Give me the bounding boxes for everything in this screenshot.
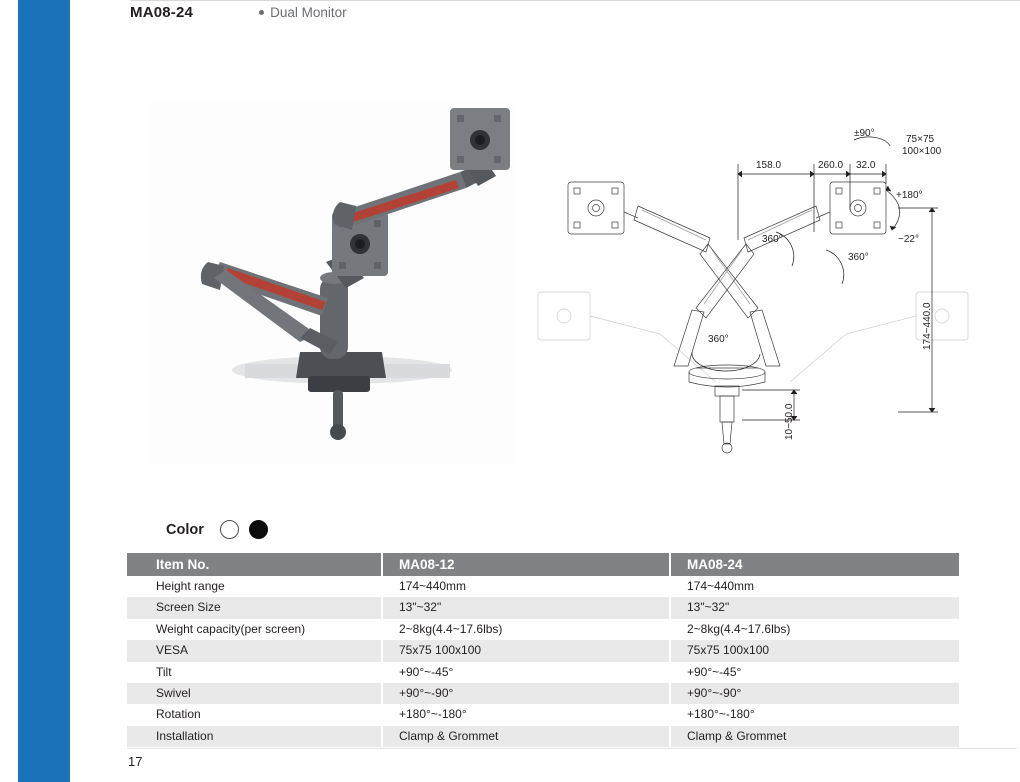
spec-table <box>127 553 959 747</box>
page-header <box>130 4 347 21</box>
page-margin <box>0 0 18 782</box>
header-subtitle <box>259 5 347 20</box>
row-value-ma08-24: +90°~-45° <box>670 662 959 683</box>
footer-divider <box>127 748 1017 749</box>
row-label: Screen Size <box>127 597 382 618</box>
row-value-ma08-12: Clamp & Grommet <box>382 726 670 747</box>
angle-swivel-right: 360° <box>848 252 869 263</box>
row-label: Tilt <box>127 662 382 683</box>
vesa-note-line1: 75×75 <box>906 134 935 145</box>
color-swatch-black[interactable] <box>249 520 268 539</box>
page-number: 17 <box>128 754 143 769</box>
table-row <box>127 726 959 747</box>
table-row <box>127 662 959 683</box>
left-blue-bar <box>18 0 70 782</box>
dim-height-range: 174~440.0 <box>922 302 933 350</box>
row-value-ma08-24: Clamp & Grommet <box>670 726 959 747</box>
dim-clamp-thickness: 10~50.0 <box>784 403 795 440</box>
product-photo <box>150 102 516 465</box>
spec-table-body <box>127 576 959 747</box>
table-row <box>127 683 959 704</box>
vesa-note-line2: 100×100 <box>902 146 942 157</box>
angle-base-rotation: 360° <box>708 334 729 345</box>
row-value-ma08-12: +180°~-180° <box>382 704 670 725</box>
row-value-ma08-24: +90°~-90° <box>670 683 959 704</box>
row-value-ma08-24: 2~8kg(4.4~17.6lbs) <box>670 619 959 640</box>
row-label: Weight capacity(per screen) <box>127 619 382 640</box>
color-options <box>166 520 278 539</box>
spec-table-head <box>127 553 959 576</box>
row-value-ma08-12: 2~8kg(4.4~17.6lbs) <box>382 619 670 640</box>
table-row <box>127 619 959 640</box>
column-header-item-no: Item No. <box>127 553 382 576</box>
page-content <box>70 0 1020 782</box>
row-value-ma08-24: 13"~32" <box>670 597 959 618</box>
header-subtitle-text: Dual Monitor <box>270 5 347 20</box>
row-label: VESA <box>127 640 382 661</box>
dim-260: 260.0 <box>818 160 844 171</box>
angle-head-plus: +180° <box>896 190 923 201</box>
dim-158: 158.0 <box>756 160 782 171</box>
table-header-row <box>127 553 959 576</box>
row-label: Height range <box>127 576 382 597</box>
color-swatch-white[interactable] <box>220 520 239 539</box>
column-header-ma08-12: MA08-12 <box>382 553 670 576</box>
row-value-ma08-12: 174~440mm <box>382 576 670 597</box>
row-value-ma08-12: 75x75 100x100 <box>382 640 670 661</box>
table-row <box>127 597 959 618</box>
color-label: Color <box>166 521 204 538</box>
row-label: Rotation <box>127 704 382 725</box>
row-label: Swivel <box>127 683 382 704</box>
table-row <box>127 576 959 597</box>
angle-swivel-left: 360° <box>762 234 783 245</box>
row-label: Installation <box>127 726 382 747</box>
page-title: MA08-24 <box>130 4 194 21</box>
bullet-icon <box>259 10 264 15</box>
header-divider <box>130 0 1020 1</box>
dim-32: 32.0 <box>856 160 876 171</box>
angle-head-minus: −22° <box>898 234 919 245</box>
table-row <box>127 640 959 661</box>
row-value-ma08-24: 174~440mm <box>670 576 959 597</box>
row-value-ma08-24: +180°~-180° <box>670 704 959 725</box>
table-row <box>127 704 959 725</box>
angle-top-tilt: ±90° <box>854 128 875 139</box>
technical-drawing <box>510 120 1020 490</box>
row-value-ma08-12: +90°~-90° <box>382 683 670 704</box>
row-value-ma08-12: 13"~32" <box>382 597 670 618</box>
row-value-ma08-12: +90°~-45° <box>382 662 670 683</box>
row-value-ma08-24: 75x75 100x100 <box>670 640 959 661</box>
column-header-ma08-24: MA08-24 <box>670 553 959 576</box>
